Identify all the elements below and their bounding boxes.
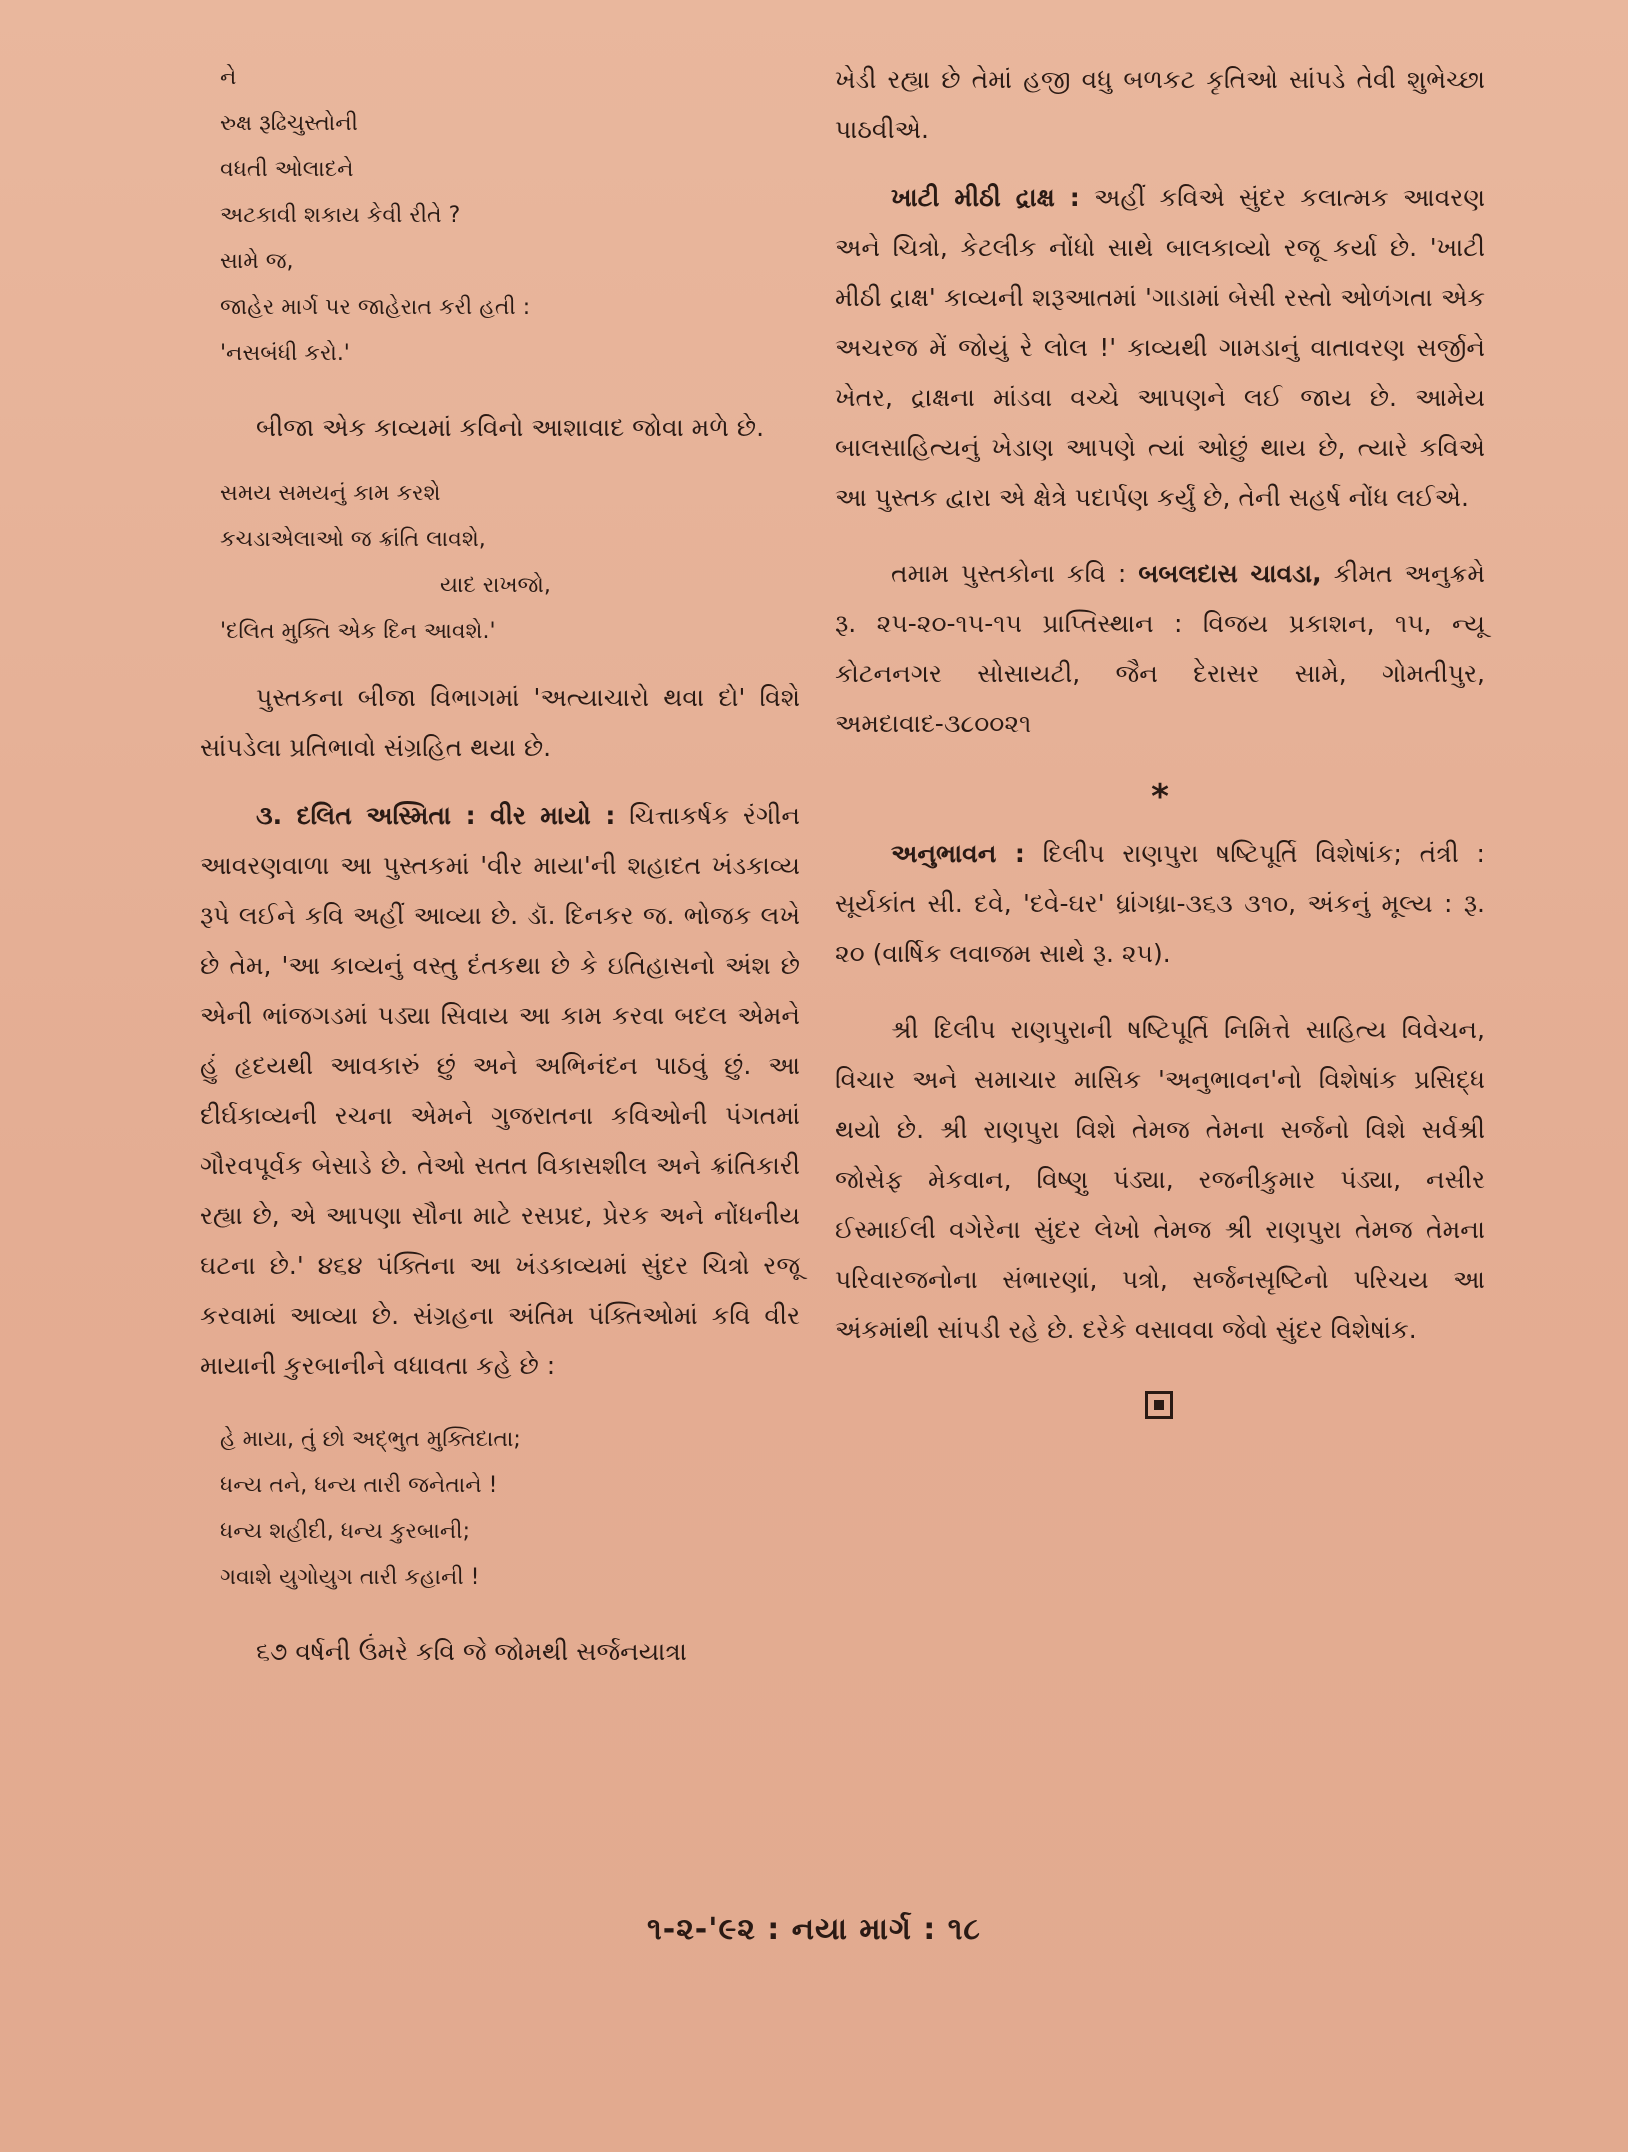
end-of-article-icon bbox=[1145, 1391, 1173, 1419]
paragraph bbox=[835, 173, 1485, 523]
paragraph: ૬૭ વર્ષની ઉંમરે કવિ જે જોમથી સર્જનયાત્રા bbox=[256, 1637, 687, 1666]
poem-line: સમય સમયનું કામ કરશે bbox=[220, 481, 441, 506]
poem-line: રુક્ષ રૂઢિચુસ્તોની bbox=[220, 111, 358, 136]
poem-line: વધતી ઓલાદને bbox=[220, 157, 354, 182]
paragraph-text: ચિત્તાકર્ષક રંગીન આવરણવાળા આ પુસ્તકમાં 'વીર માયા'ની શહાદત ખંડકાવ્ય રૂપે લઈને કવિ અહીં આવ્યા છે. ડૉ. દિનકર જ. ભોજક લખે છે તેમ, 'આ કાવ્યનું વસ્તુ દંતકથા છે કે ઇતિહાસનો અંશ છે એની ભાંજગડમાં પડ્યા સિવાય આ કામ કરવા બદલ એમને હું હૃદયથી આવકારું છું અને અભિનંદન પાઠવું છું. આ દીર્ઘકાવ્યની રચના એમને ગુજરાતના કવિઓની પંગતમાં ગૌરવપૂર્વક બેસાડે છે. તેઓ સતત વિકાસશીલ અને ક્રાંતિકારી રહ્યા છે, એ આપણા સૌના માટે રસપ્રદ, પ્રેરક અને નોંધનીય ઘટના છે.' ૪૬૪ પંક્તિના આ ખંડકાવ્યમાં સુંદર ચિત્રો રજૂ કરવામાં આવ્યા છે. સંગ્રહના અંતિમ પંક્તિઓમાં કવિ વીર માયાની કુરબાનીને વધાવતા કહે છે : bbox=[200, 801, 800, 1380]
paragraph: શ્રી દિલીપ રાણપુરાની ષષ્ટિપૂર્તિ નિમિત્તે સાહિત્ય વિવેચન, વિચાર અને સમાચાર માસિક 'અનુભાવન'નો વિશેષાંક પ્રસિદ્ધ થયો છે. શ્રી રાણપુરા વિશે તેમજ તેમના સર્જનો વિશે સર્વશ્રી જોસેફ મેકવાન, વિષ્ણુ પંડ્યા, રજનીકુમાર પંડ્યા, નસીર ઈસ્માઈલી વગેરેના સુંદર લેખો તેમજ શ્રી રાણપુરા તેમજ તેમના પરિવારજનોના સંભારણાં, પત્રો, સર્જનસૃષ્ટિનો પરિચય આ અંકમાંથી સાંપડી રહે છે. દરેકે વસાવવા જેવો સુંદર વિશેષાંક. bbox=[835, 1015, 1485, 1344]
poem-line: ને bbox=[220, 65, 237, 90]
paragraph: ખેડી રહ્યા છે તેમાં હજી વધુ બળકટ કૃતિઓ સાંપડે તેવી શુભેચ્છા પાઠવીએ. bbox=[835, 65, 1485, 144]
poet-name: બબલદાસ ચાવડા, bbox=[1138, 559, 1322, 588]
paragraph bbox=[835, 549, 1485, 749]
poem-line: ગવાશે યુગોયુગ તારી કહાની ! bbox=[220, 1565, 480, 1590]
paragraph bbox=[200, 791, 800, 1391]
section-separator: * bbox=[1151, 777, 1169, 817]
poem-excerpt-2 bbox=[220, 471, 800, 655]
paragraph-text: કીમત અનુક્રમે રૂ. ૨૫-૨૦-૧૫-૧૫ પ્રાપ્તિસ્થાન : વિજય પ્રકાશન, ૧૫, ન્યૂ કોટનનગર સોસાયટી, જૈન દેરાસર સામે, ગોમતીપુર, અમદાવાદ-૩૮૦૦૨૧ bbox=[835, 559, 1485, 738]
section-heading: ખાટી મીઠી દ્રાક્ષ : bbox=[891, 183, 1080, 212]
poem-line: ધન્ય તને, ધન્ય તારી જનેતાને ! bbox=[220, 1473, 498, 1498]
poem-excerpt-1 bbox=[220, 55, 800, 377]
page-footer: ૧-૨-'૯૨ : નયા માર્ગ : ૧૮ bbox=[647, 1912, 981, 1947]
paragraph-text: દિલીપ રાણપુરા ષષ્ટિપૂર્તિ વિશેષાંક; તંત્રી : સૂર્યકાંત સી. દવે, 'દવે-ઘર' ધ્રાંગધ્રા-૩૬૩ ૩૧૦, અંકનું મૂલ્ય : રૂ. ૨૦ (વાર્ષિક લવાજમ સાથે રૂ. ૨૫). bbox=[835, 839, 1485, 968]
poem-excerpt-3 bbox=[220, 1417, 800, 1601]
paragraph-lead: તમામ પુસ્તકોના કવિ : bbox=[891, 559, 1127, 588]
paragraph-text: અહીં કવિએ સુંદર કલાત્મક આવરણ અને ચિત્રો, કેટલીક નોંધો સાથે બાલકાવ્યો રજૂ કર્યા છે. 'ખાટી મીઠી દ્રાક્ષ' કાવ્યની શરૂઆતમાં 'ગાડામાં બેસી રસ્તો ઓળંગતા એક અચરજ મેં જોયું રે લોલ !' કાવ્યથી ગામડાનું વાતાવરણ સર્જીને ખેતર, દ્રાક્ષના માંડવા વચ્ચે આપણને લઈ જાય છે. આમેય બાલસાહિત્યનું ખેડાણ આપણે ત્યાં ઓછું થાય છે, ત્યારે કવિએ આ પુસ્તક દ્વારા એ ક્ષેત્રે પદાર્પણ કર્યું છે, તેની સહર્ષ નોંધ લઈએ. bbox=[835, 183, 1485, 512]
paragraph bbox=[835, 829, 1485, 979]
poem-line: હે માયા, તું છો અદ્ભુત મુક્તિદાતા; bbox=[220, 1427, 521, 1452]
section-heading: અનુભાવન : bbox=[891, 839, 1025, 868]
poem-line: અટકાવી શકાય કેવી રીતે ? bbox=[220, 203, 461, 228]
poem-line: 'દલિત મુક્તિ એક દિન આવશે.' bbox=[220, 619, 496, 644]
paragraph: બીજા એક કાવ્યમાં કવિનો આશાવાદ જોવા મળે છે. bbox=[256, 413, 765, 442]
paragraph: પુસ્તકના બીજા વિભાગમાં 'અત્યાચારો થવા દો' વિશે સાંપડેલા પ્રતિભાવો સંગ્રહિત થયા છે. bbox=[200, 683, 800, 762]
right-column bbox=[835, 55, 1485, 1419]
poem-line: જાહેર માર્ગ પર જાહેરાત કરી હતી : bbox=[220, 295, 531, 320]
left-column bbox=[200, 55, 800, 1677]
section-heading: ૩. દલિત અસ્મિતા : વીર માયો : bbox=[256, 801, 616, 830]
poem-line: કચડાએલાઓ જ ક્રાંતિ લાવશે, bbox=[220, 527, 486, 552]
poem-line: 'નસબંધી કરો.' bbox=[220, 341, 350, 366]
poem-line: યાદ રાખજો, bbox=[440, 573, 551, 598]
poem-line: ધન્ય શહીદી, ધન્ય કુરબાની; bbox=[220, 1519, 470, 1544]
poem-line: સામે જ, bbox=[220, 249, 294, 274]
